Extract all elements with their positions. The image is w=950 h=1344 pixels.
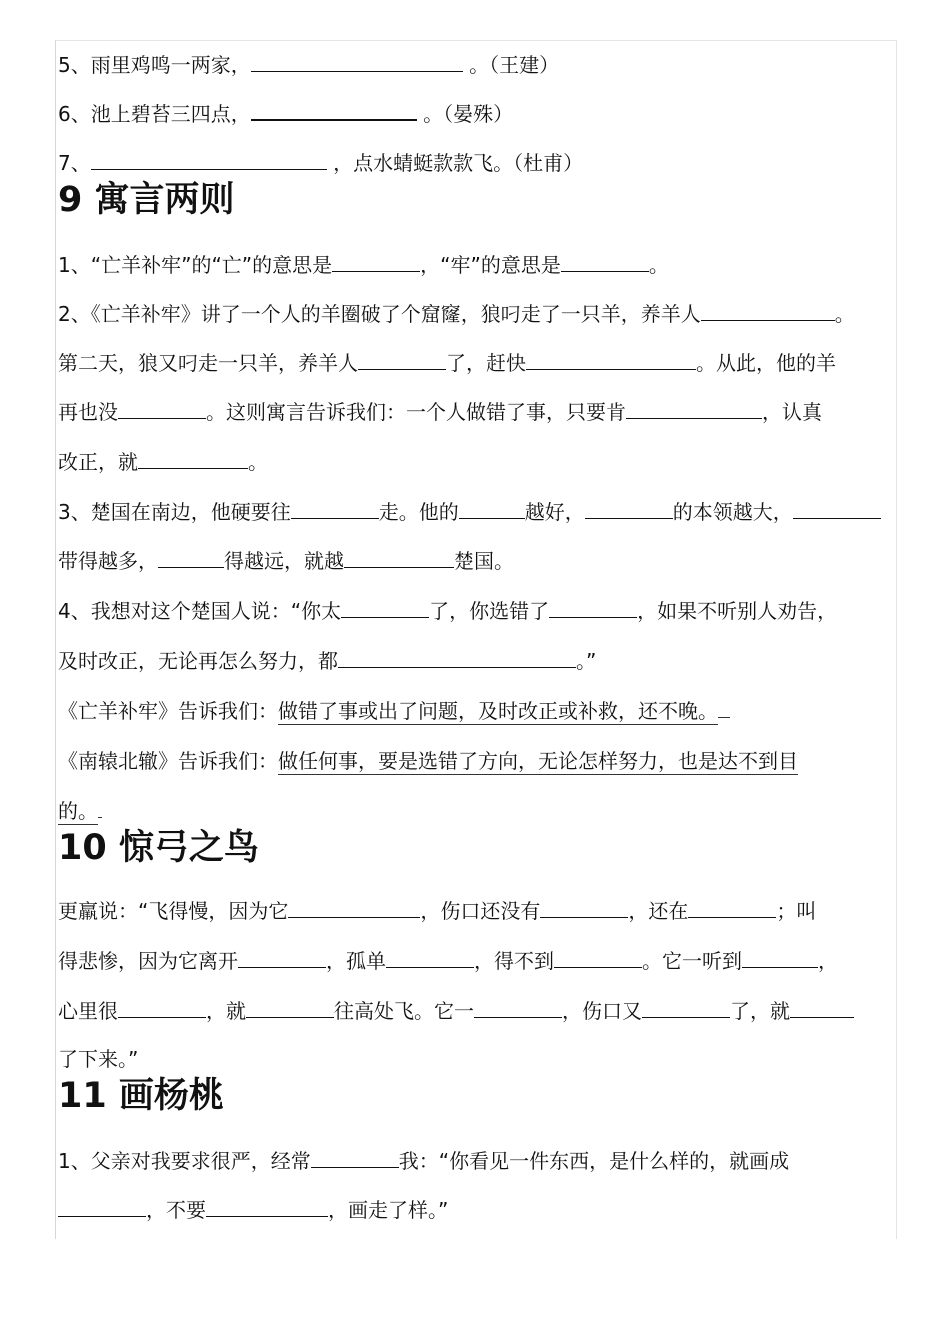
answer-blank[interactable] xyxy=(138,450,248,469)
answer-blank[interactable] xyxy=(311,1149,399,1168)
answer-blank[interactable] xyxy=(341,599,429,618)
answer-blank[interactable] xyxy=(344,549,454,568)
sec10-line2: 得悲惨，因为它离开 ，孤单 ，得不到 。它一听到 ， xyxy=(58,949,838,973)
answer-blank[interactable] xyxy=(386,949,474,968)
answer-blank[interactable] xyxy=(793,500,881,519)
moral-answer: 做错了事或出了问题，及时改正或补救，还不晚。 xyxy=(278,699,718,723)
answer-blank[interactable] xyxy=(526,351,696,370)
moral-wang-yang-bu-lao: 《亡羊补牢》告诉我们：做错了事或出了问题，及时改正或补救，还不晚。 xyxy=(58,698,730,724)
underline-tail xyxy=(98,816,102,818)
sec11-line1: 1、父亲对我要求很严，经常 我：“你看见一件东西，是什么样的，就画成 xyxy=(58,1149,790,1173)
answer-blank[interactable] xyxy=(251,101,417,121)
answer-blank[interactable] xyxy=(332,253,420,272)
sec11-line2: ，不要 ，画走了样。” xyxy=(58,1197,448,1223)
answer-blank[interactable] xyxy=(742,949,818,968)
answer-blank[interactable] xyxy=(158,549,224,568)
moral-answer: 做任何事，要是选错了方向，无论怎样努力，也是达不到目 xyxy=(278,749,798,773)
answer-blank[interactable] xyxy=(626,400,762,419)
section-title-10: 10 惊弓之鸟 xyxy=(58,828,259,868)
answer-blank[interactable] xyxy=(118,999,206,1018)
poem-5: 5、雨里鸡鸣一两家， 。（王建） xyxy=(58,53,560,77)
answer-blank[interactable] xyxy=(338,649,576,668)
question-9-2-line2: 第二天，狼又叼走一只羊，养羊人 了，赶快 。从此，他的羊 xyxy=(58,351,836,375)
answer-blank[interactable] xyxy=(91,151,327,170)
question-9-2-line4: 改正，就 。 xyxy=(58,450,268,474)
answer-blank[interactable] xyxy=(238,949,326,968)
answer-blank[interactable] xyxy=(206,1198,328,1217)
answer-blank[interactable] xyxy=(358,351,446,370)
sec10-line4: 了下来。” xyxy=(58,1047,139,1071)
question-9-1: 1、“亡羊补牢”的“亡”的意思是 ，“牢”的意思是 。 xyxy=(58,253,669,277)
question-9-4-line2: 及时改正，无论再怎么努力，都 。” xyxy=(58,649,597,673)
sec10-line3: 心里很 ，就 往高处飞。它一 ，伤口又 了，就 xyxy=(58,998,854,1024)
answer-blank[interactable] xyxy=(701,302,835,321)
answer-blank[interactable] xyxy=(251,53,463,72)
answer-blank[interactable] xyxy=(554,949,642,968)
question-9-3-line2: 带得越多， 得越远，就越 楚国。 xyxy=(58,549,514,573)
answer-blank[interactable] xyxy=(790,999,854,1018)
poem-7: 7、 ，点水蜻蜓款款飞。（杜甫） xyxy=(58,151,584,175)
answer-blank[interactable] xyxy=(459,500,525,519)
answer-blank[interactable] xyxy=(642,999,730,1018)
answer-blank[interactable] xyxy=(246,999,334,1018)
answer-blank[interactable] xyxy=(585,500,673,519)
section-title-11: 11 画杨桃 xyxy=(58,1076,224,1116)
answer-blank[interactable] xyxy=(688,899,776,918)
answer-blank[interactable] xyxy=(288,899,420,918)
answer-blank[interactable] xyxy=(561,253,649,272)
answer-blank[interactable] xyxy=(118,400,206,419)
answer-blank[interactable] xyxy=(291,500,379,519)
moral-nan-yuan-bei-zhe: 《南辕北辙》告诉我们：做任何事，要是选错了方向，无论怎样努力，也是达不到目 xyxy=(58,749,798,773)
question-9-2-line3: 再也没 。这则寓言告诉我们：一个人做错了事，只要肯 ，认真 xyxy=(58,400,822,424)
question-9-4-line1: 4、我想对这个楚国人说：“你太 了，你选错了 ，如果不听别人劝告， xyxy=(58,599,838,623)
answer-blank[interactable] xyxy=(549,599,637,618)
question-9-3-line1: 3、楚国在南边，他硬要往 走。他的 越好， 的本领越大， xyxy=(58,499,881,525)
sec10-line1: 更羸说：“飞得慢，因为它 ，伤口还没有 ，还在 ；叫 xyxy=(58,899,817,923)
answer-blank[interactable] xyxy=(474,999,562,1018)
underline-tail xyxy=(718,716,730,718)
poem-6: 6、池上碧苔三四点， 。（晏殊） xyxy=(58,102,514,126)
moral-answer-cont: 的。 xyxy=(58,799,98,823)
answer-blank[interactable] xyxy=(540,899,628,918)
answer-blank[interactable] xyxy=(58,1198,146,1217)
moral-nan-yuan-bei-zhe-cont xyxy=(58,798,102,824)
section-title-9: 9 寓言两则 xyxy=(58,180,235,220)
question-9-2-line1: 2、《亡羊补牢》讲了一个人的羊圈破了个窟窿，狼叼走了一只羊，养羊人 。 xyxy=(58,302,855,326)
